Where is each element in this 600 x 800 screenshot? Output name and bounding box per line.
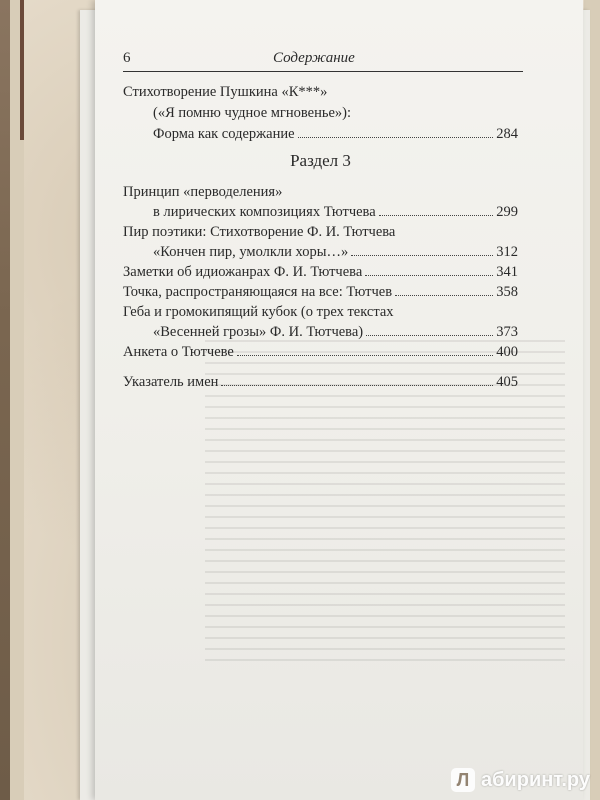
toc-entry-text: Стихотворение Пушкина «К***»	[123, 84, 328, 100]
toc-line	[153, 242, 518, 262]
dot-leader	[366, 325, 493, 336]
dot-leader	[395, 285, 493, 296]
toc-entry-text: Геба и громокипящий кубок (о трех текстах	[123, 304, 394, 320]
toc-entry-text: («Я помню чудное мгновенье»):	[153, 105, 352, 121]
dot-leader	[365, 265, 493, 276]
toc-page-number: 341	[496, 264, 518, 280]
toc-page-number: 400	[496, 344, 518, 360]
toc-line	[123, 282, 518, 302]
dot-leader	[237, 345, 493, 356]
toc-line	[153, 202, 518, 222]
toc-page-number: 358	[496, 284, 518, 300]
toc-line	[123, 262, 518, 282]
toc-page-number: 312	[496, 244, 518, 260]
watermark-text: абиринт.ру	[480, 768, 590, 791]
toc-entry-text: «Кончен пир, умолкли хоры…»	[153, 244, 349, 260]
toc-entry-text: Анкета о Тютчеве	[123, 344, 234, 360]
toc-page-number: 405	[496, 374, 518, 390]
labirint-logo-icon: Л	[451, 768, 475, 792]
toc-entry-text: Принцип «перводеления»	[123, 184, 283, 200]
toc-entry-text: «Весенней грозы» Ф. И. Тютчева)	[153, 324, 364, 340]
toc-line	[123, 372, 518, 392]
toc-line	[123, 182, 518, 202]
toc-line	[153, 124, 518, 144]
book-page	[95, 0, 583, 800]
running-head	[123, 50, 523, 70]
toc-entry-text: Заметки об идиожанрах Ф. И. Тютчева	[123, 264, 363, 280]
part-heading: Раздел 3	[290, 151, 351, 170]
show-through-text	[205, 340, 565, 760]
page-number: 6	[123, 50, 131, 66]
header-rule	[123, 71, 523, 72]
dot-leader	[298, 127, 494, 138]
dot-leader	[221, 375, 493, 386]
toc-line	[123, 222, 518, 242]
toc-line	[123, 342, 518, 362]
toc-entry-text: Точка, распространяющаяся на все: Тютчев	[123, 284, 393, 300]
toc-entry-text: в лирических композициях Тютчева	[153, 204, 376, 220]
toc-entry-text: Пир поэтики: Стихотворение Ф. И. Тютчева	[123, 224, 396, 240]
toc-page-number: 373	[496, 324, 518, 340]
toc-entry-text: Форма как содержание	[153, 126, 295, 142]
toc-line	[153, 322, 518, 342]
toc-line	[153, 103, 518, 123]
toc-line	[123, 302, 518, 322]
toc-page-number: 284	[496, 126, 518, 142]
dot-leader	[351, 245, 493, 256]
toc-line	[123, 82, 518, 102]
toc-entry-text: Указатель имен	[123, 374, 219, 390]
toc-page-number: 299	[496, 204, 518, 220]
watermark	[451, 768, 590, 792]
running-head-title: Содержание	[273, 50, 355, 66]
dot-leader	[379, 205, 494, 216]
